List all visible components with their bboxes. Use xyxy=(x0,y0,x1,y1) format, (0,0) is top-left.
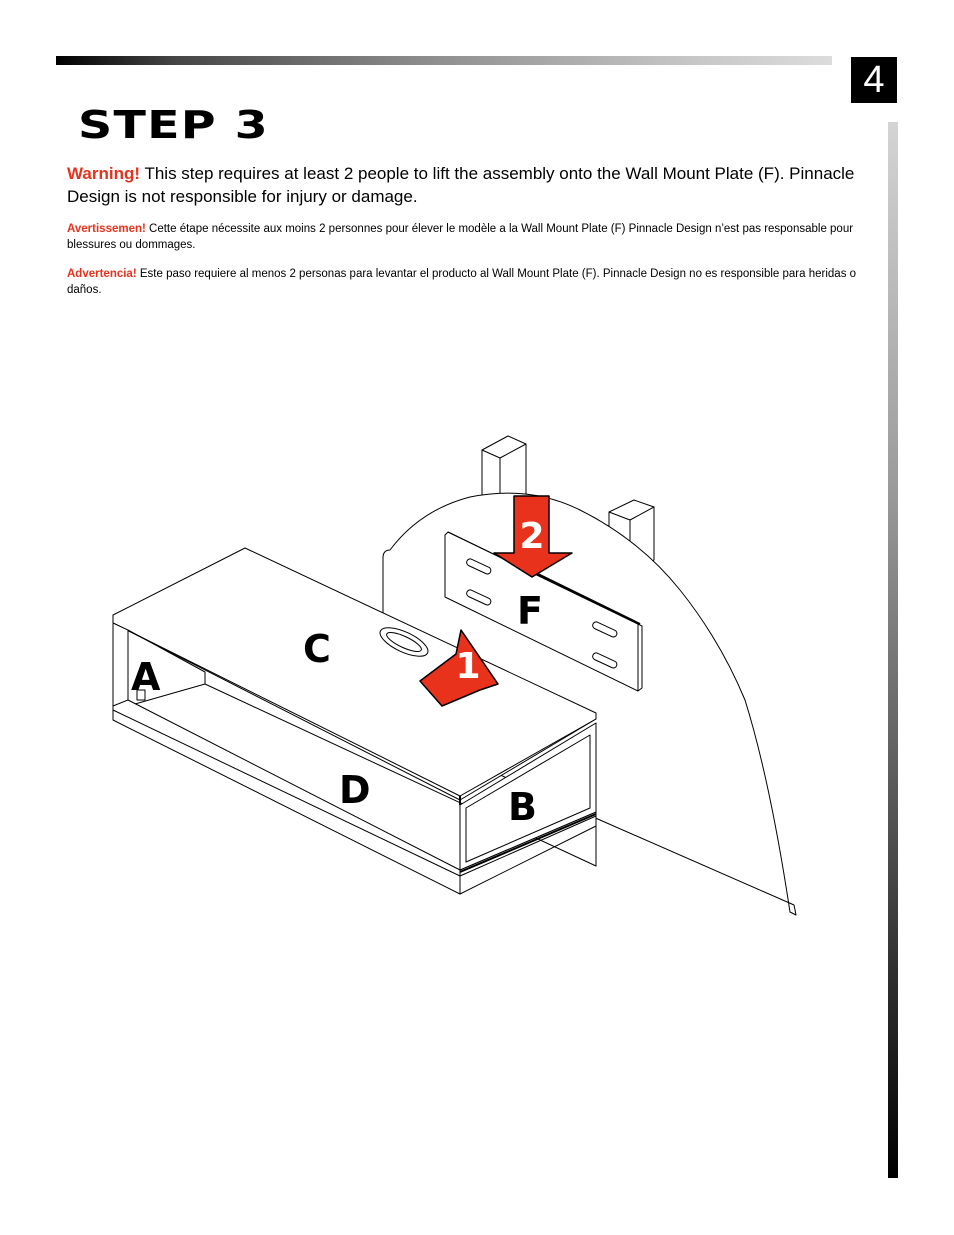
warning-english-text: This step requires at least 2 people to lift the assembly onto the Wall Mount Plate (F). Pinnacle Design is not responsible for injury or damage. xyxy=(67,164,855,206)
page-number-badge: 4 xyxy=(851,57,897,103)
warning-english-label: Warning! xyxy=(67,164,141,183)
label-part-a: A xyxy=(131,655,161,699)
warning-french-label: Avertissemen! xyxy=(67,223,146,235)
label-part-b: B xyxy=(508,785,537,829)
warning-spanish-text: Este paso requiere al menos 2 personas para levantar el producto al Wall Mount Plate (F). Pinnacle Design no es responsible para heridas o daños. xyxy=(67,268,857,296)
step-title: STEP 3 xyxy=(78,103,269,147)
label-part-d: D xyxy=(339,768,371,812)
label-part-f: F xyxy=(517,589,543,633)
warning-french-text: Cette étape nécessite aux moins 2 personnes pour élever le modèle a la Wall Mount Plate (F) Pinnacle Design n’est pas responsable pour blessures ou dommages. xyxy=(67,223,854,251)
arrow-step-1-number: 1 xyxy=(455,646,481,687)
label-part-c: C xyxy=(303,627,331,671)
arrow-step-2-number: 2 xyxy=(519,516,545,557)
warning-spanish-label: Advertencia! xyxy=(67,268,137,280)
